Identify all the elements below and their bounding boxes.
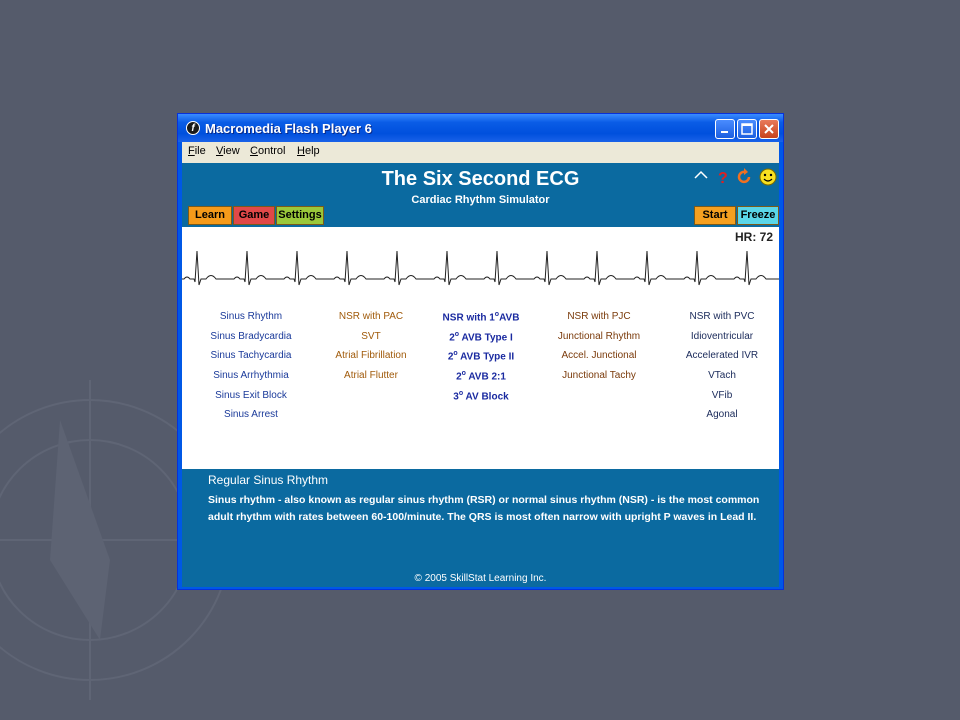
menu-control[interactable]: Control	[250, 145, 286, 157]
learn-button[interactable]: Learn	[188, 206, 232, 225]
settings-button[interactable]: Settings	[276, 206, 324, 225]
sinus-rhythm-list	[192, 307, 310, 425]
atrial-rhythm-item[interactable]: Atrial Fibrillation	[335, 350, 407, 362]
sinus-rhythm-item[interactable]: Sinus Rhythm	[219, 311, 283, 322]
av-block-rhythm-item[interactable]: 2$^o$ AVB Type I	[449, 330, 513, 344]
freeze-button[interactable]: Freeze	[737, 206, 779, 225]
maximize-icon	[741, 123, 753, 135]
game-button[interactable]: Game	[233, 206, 275, 225]
minimize-button[interactable]	[715, 119, 735, 139]
menu-file[interactable]: File	[188, 145, 206, 157]
menu-help[interactable]: Help	[297, 145, 320, 157]
close-button[interactable]	[759, 119, 779, 139]
flash-app-icon: f	[186, 121, 200, 135]
app-title: The Six Second ECG	[381, 168, 580, 190]
sinus-rhythm-item[interactable]: Sinus Tachycardia	[210, 350, 292, 362]
av-block-rhythm-list	[422, 305, 540, 403]
svg-text:?: ?	[718, 170, 728, 186]
rhythm-description-title: Regular Sinus Rhythm	[208, 473, 329, 487]
title-bar[interactable]	[178, 114, 783, 142]
flash-player-window	[177, 113, 784, 590]
sinus-rhythm-item[interactable]: Sinus Arrhythmia	[213, 370, 289, 382]
up-caret-icon[interactable]	[692, 168, 710, 186]
sinus-rhythm-item[interactable]: Sinus Exit Block	[215, 389, 287, 401]
ventricular-rhythm-item[interactable]: Agonal	[706, 409, 738, 421]
ventricular-rhythm-item[interactable]: Idioventricular	[690, 330, 754, 342]
atrial-rhythm-item[interactable]: SVT	[361, 330, 381, 342]
junctional-rhythm-list	[540, 307, 658, 386]
ecg-monitor-panel	[182, 227, 779, 469]
atrial-rhythm-item[interactable]: Atrial Flutter	[344, 370, 398, 382]
av-block-rhythm-item[interactable]: NSR with 1$^o$AVB	[442, 311, 520, 324]
junctional-rhythm-item[interactable]: Junctional Rhythm	[557, 330, 641, 342]
app-header	[182, 163, 779, 227]
help-question-icon[interactable]	[714, 168, 732, 186]
window-title: Macromedia Flash Player 6	[205, 121, 372, 136]
ventricular-rhythm-item[interactable]: NSR with PVC	[689, 311, 755, 322]
minimize-icon	[719, 123, 731, 135]
menu-bar	[182, 142, 779, 163]
refresh-icon[interactable]	[736, 168, 754, 186]
sinus-rhythm-item[interactable]: Sinus Bradycardia	[210, 330, 292, 342]
sinus-rhythm-item[interactable]: Sinus Arrest	[224, 409, 278, 421]
ventricular-rhythm-item[interactable]: VFib	[711, 389, 733, 401]
ventricular-rhythm-item[interactable]: Accelerated IVR	[685, 350, 759, 362]
maximize-button[interactable]	[737, 119, 757, 139]
app-subtitle: Cardiac Rhythm Simulator	[411, 194, 550, 206]
copyright-notice: © 2005 SkillStat Learning Inc.	[414, 573, 547, 584]
close-icon	[763, 123, 775, 135]
junctional-rhythm-item[interactable]: Accel. Junctional	[561, 350, 637, 362]
av-block-rhythm-item[interactable]: 2$^o$ AVB Type II	[447, 350, 515, 363]
junctional-rhythm-item[interactable]: NSR with PJC	[567, 311, 631, 322]
atrial-rhythm-item[interactable]: NSR with PAC	[338, 311, 404, 322]
ecg-waveform	[182, 241, 779, 301]
junctional-rhythm-item[interactable]: Junctional Tachy	[562, 370, 636, 382]
ventricular-rhythm-item[interactable]: VTach	[708, 370, 736, 382]
heart-rate-readout: HR: 72	[734, 230, 773, 244]
rhythm-description-body: Sinus rhythm - also known as regular sinus rhythm (RSR) or normal sinus rhythm (NSR) - is the most common adult rhythm with rates between 60-100/minute. The QRS is most often narrow with upright P waves in Lead II.	[208, 494, 760, 523]
av-block-rhythm-item[interactable]: 2$^o$ AVB 2:1	[456, 370, 506, 383]
ecg-simulator-app	[182, 163, 779, 587]
ventricular-rhythm-list	[663, 307, 781, 425]
menu-view[interactable]: View	[216, 145, 240, 157]
av-block-rhythm-item[interactable]: 3$^o$ AV Block	[453, 389, 509, 403]
atrial-rhythm-list	[312, 307, 430, 386]
smiley-icon[interactable]	[759, 168, 777, 186]
start-button[interactable]: Start	[694, 206, 736, 225]
